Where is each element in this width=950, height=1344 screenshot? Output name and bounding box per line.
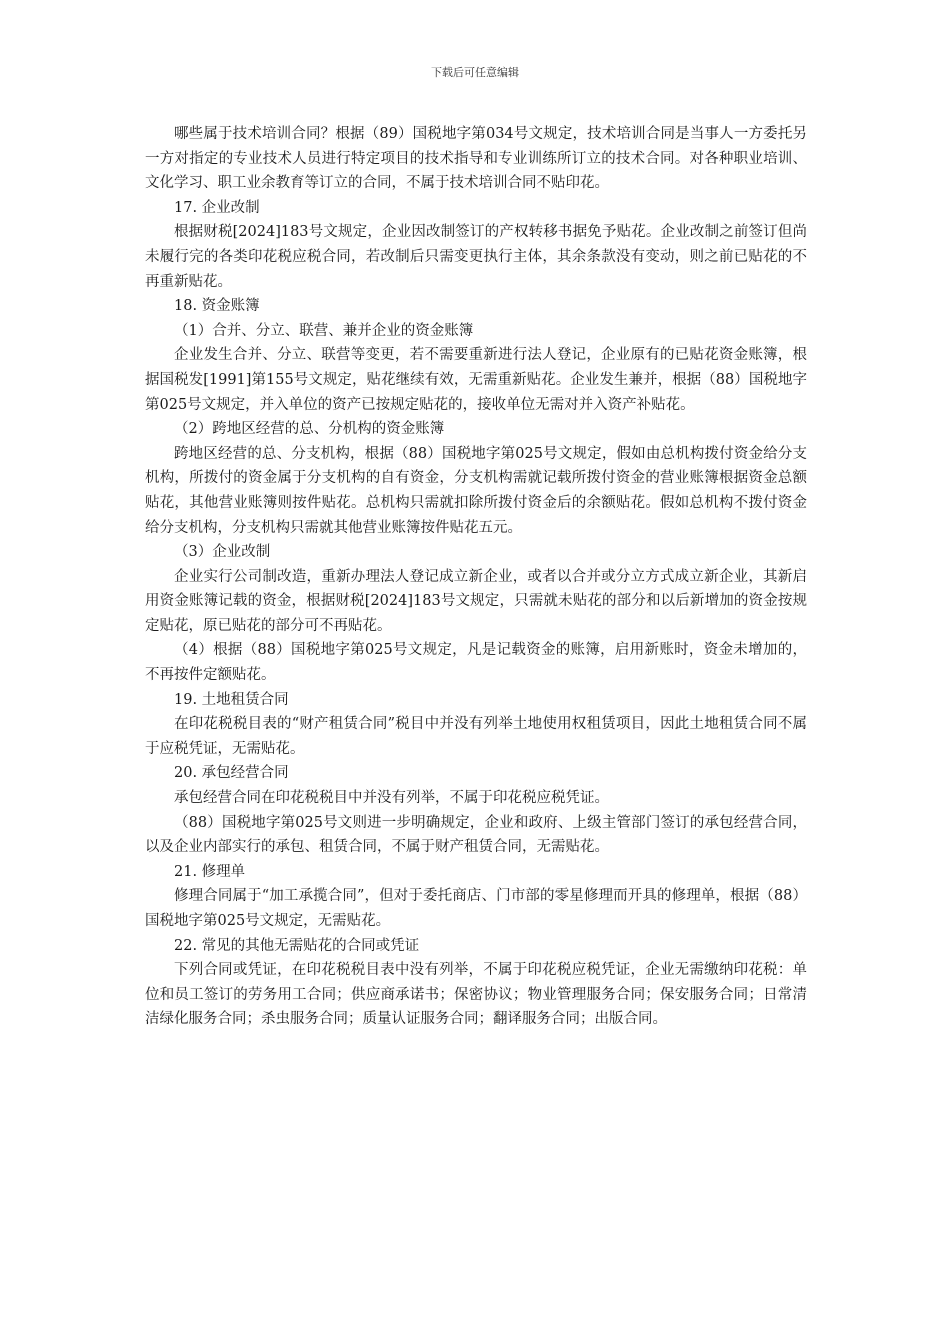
section-heading-21: 21. 修理单 — [174, 863, 246, 880]
paragraph-contracting-1: 承包经营合同在印花税税目中并没有列举，不属于印花税应税凭证。 — [174, 790, 609, 807]
paragraph-branch-books: 跨地区经营的总、分支机构，根据（88）国税地字第025号文规定，假如由总机构拨付资金给分支机构，所拨付的资金属于分支机构的自有资金，分支机构需就记载所拨付资金的营业账簿根据资金总额贴花，其他营业账簿则按件贴花。总机构只需就扣除所拨付资金后的余额贴花。假如总机构不拨付资金给分支机构，分支机构只需就其他营业账簿按件贴花五元。 — [145, 445, 807, 536]
paragraph-merger-books: 企业发生合并、分立、联营等变更，若不需要重新进行法人登记，企业原有的已贴花资金账簿，根据国税发[1991]第155号文规定，贴花继续有效，无需重新贴花。企业发生兼并，根据（88）国税地字第025号文规定，并入单位的资产已按规定贴花的，接收单位无需对并入资产补贴花。 — [145, 347, 807, 413]
section-heading-17: 17. 企业改制 — [174, 199, 260, 216]
paragraph-repair-order: 修理合同属于“加工承揽合同”，但对于委托商店、门市部的零星修理而开具的修理单，根据（88）国税地字第025号文规定，无需贴花。 — [145, 888, 807, 929]
subheading-18-2: （2）跨地区经营的总、分机构的资金账簿 — [174, 421, 445, 438]
paragraph-new-books: （4）根据（88）国税地字第025号文规定，凡是记载资金的账簿，启用新账时，资金未增加的，不再按件定额贴花。 — [145, 642, 807, 684]
section-heading-18: 18. 资金账簿 — [174, 298, 260, 315]
subheading-18-3: （3）企业改制 — [174, 544, 271, 561]
paragraph-restructuring: 根据财税[2024]183号文规定，企业因改制签订的产权转移书据免予贴花。企业改制之前签订但尚未履行完的各类印花税应税合同，若改制后只需变更执行主体，其余条款没有变动，则之前已贴花的不再重新贴花。 — [145, 224, 807, 290]
paragraph-corporate-reform: 企业实行公司制改造，重新办理法人登记成立新企业，或者以合并或分立方式成立新企业，其新启用资金账簿记载的资金，根据财税[2024]183号文规定，只需就未贴花的部分和以后新增加的资金按规定贴花，原已贴花的部分可不再贴花。 — [145, 568, 807, 634]
paragraph-technical-training: 哪些属于技术培训合同？根据（89）国税地字第034号文规定，技术培训合同是当事人一方委托另一方对指定的专业技术人员进行特定项目的技术指导和专业训练所订立的技术合同。对各种职业培训、文化学习、职工业余教育等订立的合同，不属于技术培训合同不贴印花。 — [145, 126, 807, 192]
section-heading-19: 19. 土地租赁合同 — [174, 691, 289, 708]
section-heading-22: 22. 常见的其他无需贴花的合同或凭证 — [174, 937, 420, 954]
paragraph-contracting-2: （88）国税地字第025号文则进一步明确规定，企业和政府、上级主管部门签订的承包经营合同，以及企业内部实行的承包、租赁合同，不属于财产租赁合同，无需贴花。 — [145, 814, 807, 856]
page-header: 下载后可任意编辑 — [431, 66, 519, 79]
subheading-18-1: （1）合并、分立、联营、兼并企业的资金账簿 — [174, 322, 474, 339]
section-heading-20: 20. 承包经营合同 — [174, 765, 289, 782]
paragraph-exempt-contracts: 下列合同或凭证，在印花税税目表中没有列举，不属于印花税应税凭证，企业无需缴纳印花税：单位和员工签订的劳务用工合同；供应商承诺书；保密协议；物业管理服务合同；保安服务合同；日常清洁绿化服务合同；杀虫服务合同；质量认证服务合同；翻译服务合同；出版合同。 — [145, 962, 807, 1028]
document-body — [145, 122, 807, 1032]
paragraph-land-lease: 在印花税税目表的“财产租赁合同”税目中并没有列举土地使用权租赁项目，因此土地租赁合同不属于应税凭证，无需贴花。 — [145, 716, 807, 757]
